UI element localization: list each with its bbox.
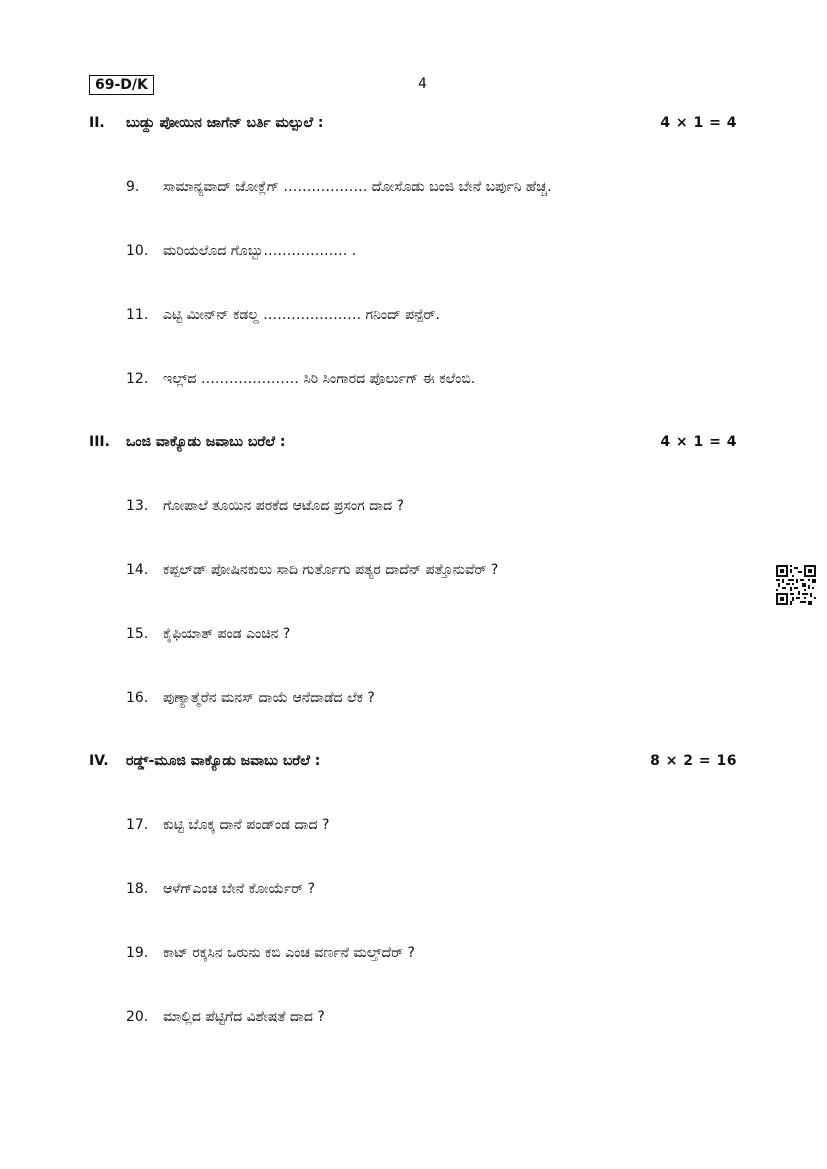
question-number: 13. [126, 498, 149, 514]
section-number: IV. [89, 753, 109, 769]
question-number: 10. [126, 243, 149, 259]
question-text: ಕಾಟ್ ರಕ್ಕಸಿನ ಒರುನು ಕಬಿ ಎಂಚ ವರ್ಣನೆ ಮಲ್ತ್‌ದೆರ್ ? [163, 945, 415, 961]
question-number: 20. [126, 1009, 149, 1025]
question-text: ಗೋಪಾಲೆ ತೂಯಿನ ಪರಕೆದ ಆಟೊದ ಪ್ರಸಂಗ ದಾದ ? [163, 498, 405, 514]
question-text: ಇಲ್ಲ್‌ದ ………………… ಸಿರಿ ಸಿಂಗಾರದ ಪೊರ್ಲುಗ್ ಈ ಕಲೆಂಬಿ. [163, 371, 476, 387]
section-number: III. [89, 434, 110, 450]
section-number: II. [89, 115, 105, 131]
section-heading-ii [89, 115, 737, 137]
section-heading-iv [89, 753, 737, 775]
question-number: 15. [126, 626, 149, 642]
section-marks: 4 × 1 = 4 [660, 115, 737, 131]
question-number: 11. [126, 307, 149, 323]
question-number: 17. [126, 817, 149, 833]
section-title: ಒಂಜಿ ವಾಕ್ಯೊಡು ಜವಾಬು ಬರೆಲೆ : [126, 434, 286, 450]
page-number: 4 [418, 76, 427, 92]
section-heading-iii [89, 434, 737, 456]
question-number: 19. [126, 945, 149, 961]
question-number: 14. [126, 562, 149, 578]
question-number: 16. [126, 690, 149, 706]
question-text: ಕೈಫಿಯಾತ್ ಪಂಡ ಎಂಚಿನ ? [163, 626, 291, 642]
section-marks: 4 × 1 = 4 [660, 434, 737, 450]
question-number: 12. [126, 371, 149, 387]
question-number: 18. [126, 881, 149, 897]
section-title: ಬುಡ್ದು ಪೋಯಿನ ಜಾಗೆನ್ ಬರ್ತಿ ಮಲ್ಪುಲೆ : [126, 115, 324, 131]
section-title: ರಡ್ಡ್-ಮೂಜಿ ವಾಕ್ಯೊಡು ಜವಾಬು ಬರೆಲೆ : [126, 753, 321, 769]
question-text: ಆಳೆಗ್‌ಎಂಚ ಬೇನೆ ಕೋರ್ಯೆರ್ ? [163, 881, 316, 897]
question-text: ಮಾಲ್ಲಿದ ಪೆಟ್ಟಿಗೆದ ವಿಶೇಷತೆ ದಾದ ? [163, 1009, 325, 1025]
question-number: 9. [126, 179, 140, 195]
paper-code-box [89, 75, 154, 95]
section-marks: 8 × 2 = 16 [650, 753, 737, 769]
paper-code: 69-D/K [95, 77, 148, 93]
question-text: ಕುಟ್ಟಿ ಬೊಕ್ಕ ದಾನೆ ಪಂಡ್‌ಂಡ ದಾದ ? [163, 817, 330, 833]
question-text: ಎಟ್ಟಿ ಮೀನ್‌ನ್ ಕಡಲ್ದ ………………… ಗನಿಂದ್ ಪನ್ಪೆರ್. [163, 307, 440, 323]
qr-code-icon [776, 565, 816, 605]
question-text: ಸಾಮಾನ್ಯವಾದ್ ಜೋಕ್ಲೆಗ್ ……………… ದೋಸೊಡು ಬಂಜಿ ಬೇನೆ ಬರ್ಪುನಿ ಹೆಚ್ಚ. [163, 179, 552, 195]
question-text: ಮರಿಯಲೊದ ಗೊಬ್ಬು……………… . [163, 243, 357, 259]
question-text: ಕಪ್ಪಲ್‌ಡ್ ಪೋಷಿನಕುಲು ಸಾದಿ ಗುರ್ತೊಗು ಪತ್ಯರ ದಾದೆನ್ ಪತ್ತೊನುವೆರ್ ? [163, 562, 499, 578]
question-text: ಪುಣ್ಯಾತ್ಮೆರೆನ ಮನಸ್ ದಾಯೆ ಆನೆದಾಡೆದ ಲೆಕ ? [163, 690, 375, 706]
